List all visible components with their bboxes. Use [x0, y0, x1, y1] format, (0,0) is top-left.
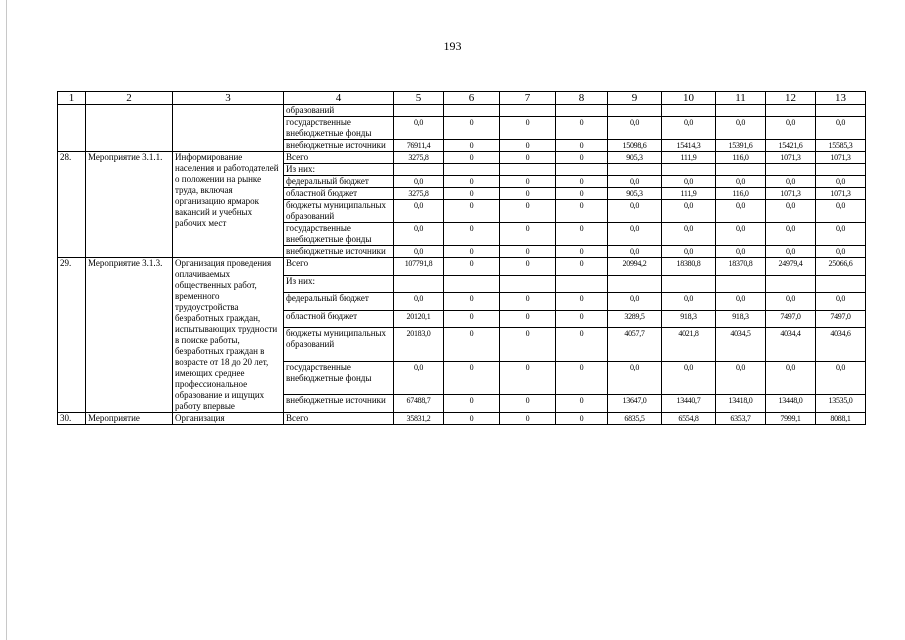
value-cell	[766, 275, 816, 293]
value-cell: 116,0	[716, 152, 766, 164]
value-cell	[500, 105, 556, 117]
event-description: Организация	[173, 413, 284, 425]
value-cell: 0,0	[662, 223, 716, 246]
value-cell: 0,0	[816, 117, 866, 140]
value-cell: 0,0	[766, 117, 816, 140]
value-cell: 0	[556, 152, 608, 164]
value-cell: 0	[556, 258, 608, 276]
header-row	[58, 92, 866, 105]
value-cell: 0	[444, 176, 500, 188]
value-cell: 4021,8	[662, 328, 716, 362]
value-cell: 0	[444, 328, 500, 362]
value-cell: 15421,6	[766, 140, 816, 152]
value-cell: 0	[556, 188, 608, 200]
funding-source: Из них:	[284, 275, 394, 293]
value-cell: 6554,8	[662, 413, 716, 425]
table-row	[58, 105, 866, 117]
value-cell: 0	[556, 117, 608, 140]
column-header: 2	[86, 92, 173, 105]
value-cell	[816, 105, 866, 117]
row-index: 28.	[58, 152, 86, 258]
value-cell: 0,0	[816, 200, 866, 223]
value-cell: 0	[556, 246, 608, 258]
value-cell: 0	[444, 152, 500, 164]
continuation-cell	[86, 140, 173, 152]
value-cell: 0,0	[766, 361, 816, 395]
value-cell: 0	[556, 413, 608, 425]
value-cell	[500, 275, 556, 293]
value-cell: 1071,3	[816, 188, 866, 200]
value-cell: 0	[556, 140, 608, 152]
value-cell: 24979,4	[766, 258, 816, 276]
value-cell: 918,3	[662, 310, 716, 328]
value-cell: 0,0	[816, 176, 866, 188]
value-cell: 0,0	[662, 361, 716, 395]
funding-source: областной бюджет	[284, 188, 394, 200]
value-cell: 918,3	[716, 310, 766, 328]
column-header: 9	[608, 92, 662, 105]
value-cell: 20120,1	[394, 310, 444, 328]
value-cell: 0	[500, 152, 556, 164]
value-cell: 0,0	[662, 293, 716, 311]
event-name: Мероприятие 3.1.3.	[86, 258, 173, 413]
value-cell: 0,0	[716, 117, 766, 140]
value-cell: 0	[444, 223, 500, 246]
value-cell: 0,0	[662, 117, 716, 140]
continuation-cell	[58, 140, 86, 152]
value-cell	[662, 105, 716, 117]
event-description: Организация проведения оплачиваемых общественных работ, временного трудоустройства безработных граждан, испытывающих трудности в поиске работы, безработных граждан в возрасте от 18 до 20 лет, имеющих среднее профессиональное образование и ищущих работу впервые	[173, 258, 284, 413]
funding-source: бюджеты муниципальных образований	[284, 328, 394, 362]
table-header	[58, 92, 866, 105]
value-cell	[608, 105, 662, 117]
value-cell	[816, 164, 866, 176]
value-cell	[556, 105, 608, 117]
funding-source: областной бюджет	[284, 310, 394, 328]
table-body	[58, 105, 866, 425]
value-cell: 905,3	[608, 152, 662, 164]
value-cell: 15414,3	[662, 140, 716, 152]
value-cell: 7497,0	[766, 310, 816, 328]
value-cell: 4057,7	[608, 328, 662, 362]
value-cell: 15585,3	[816, 140, 866, 152]
value-cell: 0	[500, 258, 556, 276]
value-cell: 0	[556, 293, 608, 311]
value-cell: 0,0	[766, 223, 816, 246]
value-cell: 0,0	[766, 200, 816, 223]
column-header: 3	[173, 92, 284, 105]
table-row	[58, 140, 866, 152]
value-cell: 0	[500, 413, 556, 425]
value-cell: 0,0	[608, 223, 662, 246]
value-cell: 0,0	[394, 200, 444, 223]
event-description: Информирование населения и работодателей о положении на рынке труда, включая организацию ярмарок вакансий и учебных рабочих мест	[173, 152, 284, 258]
value-cell: 0,0	[662, 246, 716, 258]
value-cell: 0	[556, 361, 608, 395]
value-cell: 905,3	[608, 188, 662, 200]
funding-source: внебюджетные источники	[284, 395, 394, 413]
value-cell: 7999,1	[766, 413, 816, 425]
value-cell: 3289,5	[608, 310, 662, 328]
event-name: Мероприятие	[86, 413, 173, 425]
value-cell: 111,9	[662, 152, 716, 164]
continuation-cell	[86, 105, 173, 117]
value-cell: 0,0	[394, 223, 444, 246]
value-cell: 7497,0	[816, 310, 866, 328]
value-cell: 0	[556, 395, 608, 413]
value-cell: 0	[556, 200, 608, 223]
value-cell: 0,0	[816, 223, 866, 246]
value-cell: 0,0	[716, 176, 766, 188]
value-cell: 1071,3	[816, 152, 866, 164]
budget-table	[57, 91, 866, 425]
value-cell: 0,0	[608, 293, 662, 311]
funding-source: образований	[284, 105, 394, 117]
value-cell: 0,0	[662, 200, 716, 223]
continuation-cell	[173, 105, 284, 117]
value-cell	[444, 164, 500, 176]
page-edge-line	[6, 0, 7, 640]
value-cell	[608, 275, 662, 293]
value-cell: 107791,8	[394, 258, 444, 276]
value-cell: 18380,8	[662, 258, 716, 276]
value-cell: 0	[500, 176, 556, 188]
value-cell	[662, 275, 716, 293]
value-cell: 0,0	[608, 361, 662, 395]
value-cell: 18370,8	[716, 258, 766, 276]
value-cell: 0,0	[816, 246, 866, 258]
value-cell: 0	[500, 200, 556, 223]
value-cell	[394, 275, 444, 293]
continuation-cell	[58, 117, 86, 140]
value-cell: 3275,8	[394, 188, 444, 200]
value-cell: 13418,0	[716, 395, 766, 413]
table-row	[58, 117, 866, 140]
value-cell: 0	[556, 310, 608, 328]
funding-source: Всего	[284, 152, 394, 164]
page-number: 193	[443, 39, 462, 53]
value-cell: 20994,2	[608, 258, 662, 276]
value-cell: 67488,7	[394, 395, 444, 413]
funding-source: государственные внебюджетные фонды	[284, 361, 394, 395]
value-cell: 0	[444, 310, 500, 328]
value-cell	[394, 164, 444, 176]
funding-source: государственные внебюджетные фонды	[284, 223, 394, 246]
table-row	[58, 152, 866, 164]
value-cell: 0	[444, 188, 500, 200]
value-cell: 0	[500, 310, 556, 328]
column-header: 6	[444, 92, 500, 105]
value-cell: 0,0	[608, 246, 662, 258]
value-cell: 0	[500, 188, 556, 200]
value-cell: 0,0	[816, 361, 866, 395]
value-cell: 0,0	[766, 246, 816, 258]
continuation-cell	[173, 140, 284, 152]
funding-source: бюджеты муниципальных образований	[284, 200, 394, 223]
value-cell: 13448,0	[766, 395, 816, 413]
value-cell: 0	[444, 258, 500, 276]
value-cell: 8088,1	[816, 413, 866, 425]
value-cell: 4034,4	[766, 328, 816, 362]
value-cell: 76911,4	[394, 140, 444, 152]
value-cell	[500, 164, 556, 176]
column-header: 13	[816, 92, 866, 105]
value-cell: 0	[444, 413, 500, 425]
value-cell: 0	[500, 361, 556, 395]
value-cell: 0	[556, 223, 608, 246]
value-cell: 6835,5	[608, 413, 662, 425]
row-index: 29.	[58, 258, 86, 413]
value-cell: 0,0	[716, 246, 766, 258]
funding-source: Всего	[284, 258, 394, 276]
value-cell: 0,0	[394, 246, 444, 258]
value-cell: 0,0	[608, 117, 662, 140]
funding-source: Всего	[284, 413, 394, 425]
value-cell: 0	[444, 246, 500, 258]
value-cell: 13440,7	[662, 395, 716, 413]
row-index: 30.	[58, 413, 86, 425]
value-cell: 0,0	[766, 176, 816, 188]
value-cell	[816, 275, 866, 293]
value-cell: 0	[500, 140, 556, 152]
value-cell: 0,0	[608, 200, 662, 223]
value-cell: 4034,5	[716, 328, 766, 362]
value-cell: 0,0	[766, 293, 816, 311]
value-cell: 0	[556, 328, 608, 362]
value-cell	[766, 164, 816, 176]
value-cell: 0,0	[608, 176, 662, 188]
value-cell	[444, 105, 500, 117]
value-cell: 111,9	[662, 188, 716, 200]
table-row	[58, 258, 866, 276]
funding-source: внебюджетные источники	[284, 140, 394, 152]
value-cell: 0	[500, 395, 556, 413]
value-cell: 0,0	[394, 117, 444, 140]
value-cell: 0	[444, 200, 500, 223]
value-cell: 1071,3	[766, 188, 816, 200]
column-header: 8	[556, 92, 608, 105]
value-cell: 0	[500, 246, 556, 258]
continuation-cell	[173, 117, 284, 140]
column-header: 10	[662, 92, 716, 105]
value-cell	[662, 164, 716, 176]
value-cell: 0	[556, 176, 608, 188]
column-header: 5	[394, 92, 444, 105]
value-cell: 0	[444, 117, 500, 140]
value-cell: 20183,0	[394, 328, 444, 362]
value-cell	[556, 275, 608, 293]
column-header: 4	[284, 92, 394, 105]
continuation-cell	[86, 117, 173, 140]
value-cell: 0,0	[394, 293, 444, 311]
column-header: 7	[500, 92, 556, 105]
value-cell: 35831,2	[394, 413, 444, 425]
value-cell: 6353,7	[716, 413, 766, 425]
continuation-cell	[58, 105, 86, 117]
value-cell: 13647,0	[608, 395, 662, 413]
value-cell: 0,0	[716, 361, 766, 395]
value-cell: 15391,6	[716, 140, 766, 152]
column-header: 11	[716, 92, 766, 105]
funding-source: федеральный бюджет	[284, 293, 394, 311]
value-cell: 0,0	[716, 200, 766, 223]
value-cell: 0	[444, 361, 500, 395]
value-cell: 116,0	[716, 188, 766, 200]
column-header: 1	[58, 92, 86, 105]
value-cell: 0,0	[394, 176, 444, 188]
value-cell: 25066,6	[816, 258, 866, 276]
value-cell: 0	[444, 395, 500, 413]
value-cell: 1071,3	[766, 152, 816, 164]
funding-source: Из них:	[284, 164, 394, 176]
funding-source: государственные внебюджетные фонды	[284, 117, 394, 140]
funding-source: внебюджетные источники	[284, 246, 394, 258]
value-cell: 0,0	[816, 293, 866, 311]
funding-source: федеральный бюджет	[284, 176, 394, 188]
value-cell	[608, 164, 662, 176]
value-cell	[716, 275, 766, 293]
value-cell: 3275,8	[394, 152, 444, 164]
value-cell: 0,0	[394, 361, 444, 395]
column-header: 12	[766, 92, 816, 105]
value-cell: 0,0	[716, 223, 766, 246]
value-cell	[766, 105, 816, 117]
value-cell	[556, 164, 608, 176]
value-cell: 15098,6	[608, 140, 662, 152]
value-cell: 4034,6	[816, 328, 866, 362]
value-cell: 13535,0	[816, 395, 866, 413]
value-cell	[394, 105, 444, 117]
value-cell	[444, 275, 500, 293]
event-name: Мероприятие 3.1.1.	[86, 152, 173, 258]
value-cell: 0	[500, 223, 556, 246]
value-cell	[716, 164, 766, 176]
value-cell	[716, 105, 766, 117]
value-cell: 0	[500, 117, 556, 140]
value-cell: 0,0	[662, 176, 716, 188]
value-cell: 0	[444, 293, 500, 311]
table-row	[58, 413, 866, 425]
value-cell: 0	[500, 293, 556, 311]
value-cell: 0	[444, 140, 500, 152]
value-cell: 0	[500, 328, 556, 362]
value-cell: 0,0	[716, 293, 766, 311]
